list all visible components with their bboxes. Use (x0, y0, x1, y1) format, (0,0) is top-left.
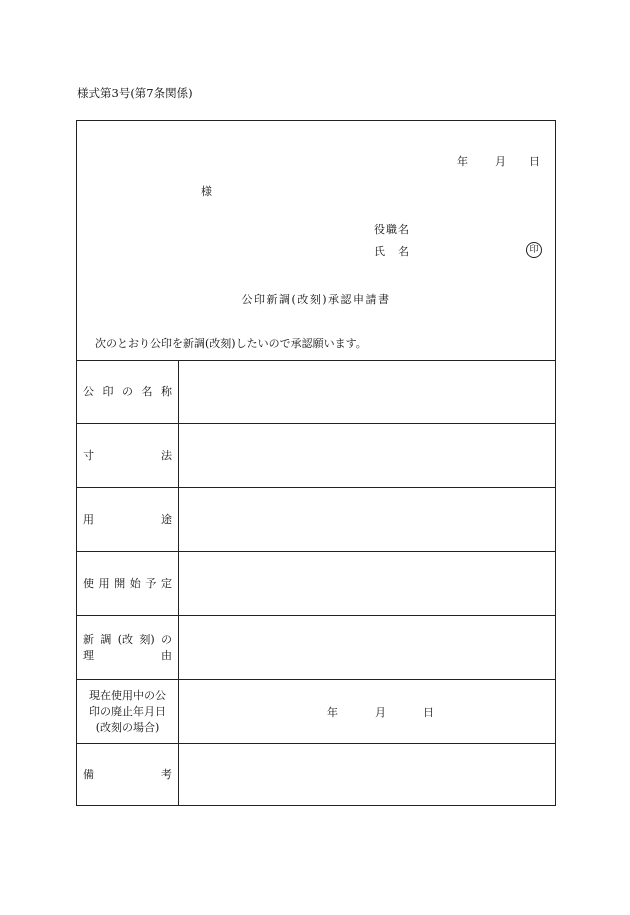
value-abolish-date[interactable] (179, 680, 555, 743)
name-label-char-2: 名 (398, 245, 410, 258)
abolish-year-label: 年 (327, 705, 338, 719)
form-header (77, 121, 555, 361)
date-day-label: 日 (529, 155, 540, 168)
label-seal-name (77, 360, 179, 423)
label-char: の (122, 384, 133, 398)
row-reason (77, 616, 555, 680)
row-abolish-date (77, 680, 555, 744)
label-char: の (160, 632, 172, 646)
label-char: 法 (161, 448, 172, 462)
label-char: 印 (102, 384, 114, 398)
name-label-char-1: 氏 (374, 245, 386, 258)
label-char: 考 (161, 767, 172, 781)
label-dimensions (77, 424, 179, 487)
label-char: 理 (83, 648, 94, 662)
label-char: 始 (129, 576, 141, 590)
label-remarks (77, 744, 179, 805)
row-start-date (77, 552, 555, 616)
label-char: (改 (117, 632, 133, 646)
abolish-month-label: 月 (375, 705, 386, 719)
form-number: 様式第3号(第7条関係) (77, 86, 193, 100)
label-char: 新 (83, 632, 94, 646)
date-year-label: 年 (457, 155, 468, 168)
label-char: 称 (161, 384, 172, 398)
role-label: 役職名 (374, 223, 410, 236)
label-char: 名 (141, 384, 153, 398)
label-char: 使 (83, 576, 94, 590)
row-seal-name (77, 360, 555, 424)
row-purpose (77, 488, 555, 552)
label-start-date (77, 552, 179, 615)
label-char: 予 (145, 576, 157, 590)
label-char: 開 (114, 576, 126, 590)
label-reason (77, 616, 179, 679)
row-remarks (77, 744, 555, 805)
value-reason[interactable] (179, 616, 555, 679)
value-purpose[interactable] (179, 488, 555, 551)
label-char: 途 (161, 512, 172, 526)
label-char: 備 (83, 767, 94, 781)
value-start-date[interactable] (179, 552, 555, 615)
value-dimensions[interactable] (179, 424, 555, 487)
label-char: 用 (83, 512, 94, 526)
addressee-suffix: 様 (201, 185, 212, 198)
seal-icon: 印 (526, 242, 542, 258)
label-line: 現在使用中の公 (89, 688, 166, 702)
label-abolish-date (77, 680, 179, 743)
label-line: 印の廃止年月日 (89, 704, 166, 718)
date-month-label: 月 (495, 155, 506, 168)
label-char: 調 (100, 632, 112, 646)
value-seal-name[interactable] (179, 360, 555, 423)
name-label (374, 243, 410, 259)
document-title: 公印新調(改刻)承認申請書 (241, 293, 391, 306)
label-char: 由 (161, 648, 172, 662)
label-char: 公 (83, 384, 94, 398)
label-char: 寸 (83, 448, 94, 462)
label-purpose (77, 488, 179, 551)
label-line: (改刻の場合) (95, 720, 160, 734)
row-dimensions (77, 424, 555, 488)
abolish-day-label: 日 (423, 705, 434, 719)
label-char: 用 (98, 576, 110, 590)
label-char: 刻) (139, 632, 155, 646)
request-statement: 次のとおり公印を新調(改刻)したいので承認願います。 (95, 337, 367, 350)
application-form (76, 120, 556, 806)
label-char: 定 (160, 576, 172, 590)
value-remarks[interactable] (179, 744, 555, 805)
